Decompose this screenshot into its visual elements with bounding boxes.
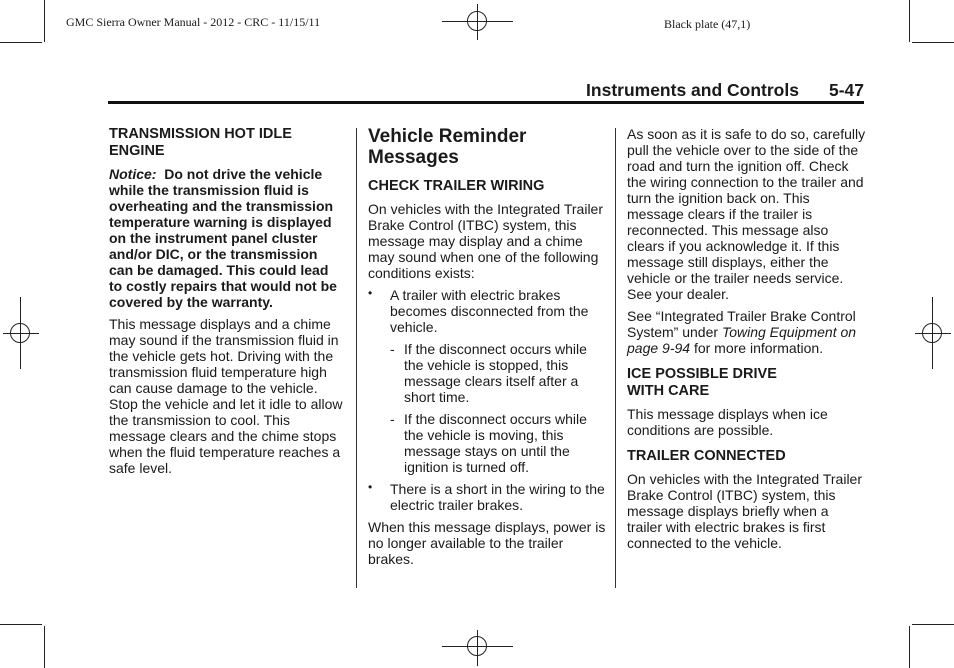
crop-mark: [909, 0, 910, 42]
see-reference-paragraph: [627, 308, 867, 356]
ice-paragraph: This message displays when ice conditions are possible.: [627, 406, 828, 438]
crop-mark: [0, 42, 42, 43]
heading-vehicle-reminder-messages: Vehicle Reminder Messages: [368, 126, 527, 168]
page-number: 5-47: [828, 80, 864, 100]
column-2: [368, 126, 608, 573]
cross-reference-link[interactable]: Towing Equipment on page 9-94: [627, 324, 857, 356]
column-divider: [356, 128, 357, 588]
crop-mark: [44, 0, 45, 42]
see-text: See “Integrated Trailer Brake Control System” under: [627, 308, 856, 340]
plate-info-left: GMC Sierra Owner Manual - 2012 - CRC - 11/15/11: [66, 15, 321, 29]
column-divider: [615, 128, 616, 588]
list-item: [368, 287, 608, 475]
running-header: [586, 80, 864, 101]
see-text-end: for more information.: [690, 340, 824, 356]
notice-label: Notice:: [109, 166, 157, 182]
heading-trailer-connected: TRAILER CONNECTED: [627, 448, 786, 464]
sub-list-item: - If the disconnect occurs while the vehicle is moving, this message stays on until the ignition is turned off.: [390, 411, 608, 475]
header-rule: [108, 101, 864, 104]
crop-mark: [912, 42, 954, 43]
outro-paragraph: When this message displays, power is no longer available to the trailer brakes.: [368, 519, 606, 567]
list-item: • There is a short in the wiring to the electric trailer brakes.: [368, 481, 608, 513]
condition-list: [368, 287, 608, 513]
crop-mark: [0, 624, 42, 625]
sub-list: [390, 341, 608, 475]
trailer-paragraph: On vehicles with the Integrated Trailer Brake Control (ITBC) system, this message displays briefly when a trailer with electric brakes is first connected to the vehicle.: [627, 471, 863, 551]
body-paragraph: This message displays and a chime may sound if the transmission fluid in the vehicle gets hot. Driving with the transmission fluid temperature high can cause damage to the vehicle. Stop the vehicle and let it idle to allow the transmission to cool. This message clears and the chime stops when the fluid temperature reaches a safe level.: [109, 316, 343, 476]
notice-text: Do not drive the vehicle while the transmission fluid is overheating and the transmission temperature warning is displayed on the instrument panel cluster and/or DIC, or the transmission can be damaged. This could lead to costly repairs that would not be covered by the warranty.: [109, 166, 337, 310]
column-3: [627, 126, 867, 557]
heading-ice-possible: ICE POSSIBLE DRIVE WITH CARE: [627, 366, 777, 399]
crop-mark: [44, 626, 45, 668]
intro-paragraph: On vehicles with the Integrated Trailer Brake Control (ITBC) system, this message may display and a chime may sound when one of the following conditions exists:: [368, 201, 604, 281]
heading-check-trailer-wiring: CHECK TRAILER WIRING: [368, 178, 545, 194]
sub-list-item: - If the disconnect occurs while the vehicle is stopped, this message clears itself after a short time.: [390, 341, 608, 405]
plate-info-right: Black plate (47,1): [664, 17, 751, 31]
heading-transmission-hot-idle: TRANSMISSION HOT IDLE ENGINE: [109, 126, 292, 159]
crop-mark: [909, 626, 910, 668]
bullet-text: A trailer with electric brakes becomes disconnected from the vehicle.: [390, 287, 589, 335]
notice-paragraph: [109, 166, 345, 310]
column-1: [109, 126, 345, 482]
crop-mark: [912, 624, 954, 625]
action-paragraph: As soon as it is safe to do so, carefully pull the vehicle over to the side of the road and turn the ignition off. Check the wiring connection to the trailer and turn the ignition back on. This message clears if the trailer is reconnected. This message also clears if you acknowledge it. If this message still displays, either the vehicle or the trailer needs service. See your dealer.: [627, 126, 866, 302]
section-title: Instruments and Controls: [586, 80, 799, 100]
